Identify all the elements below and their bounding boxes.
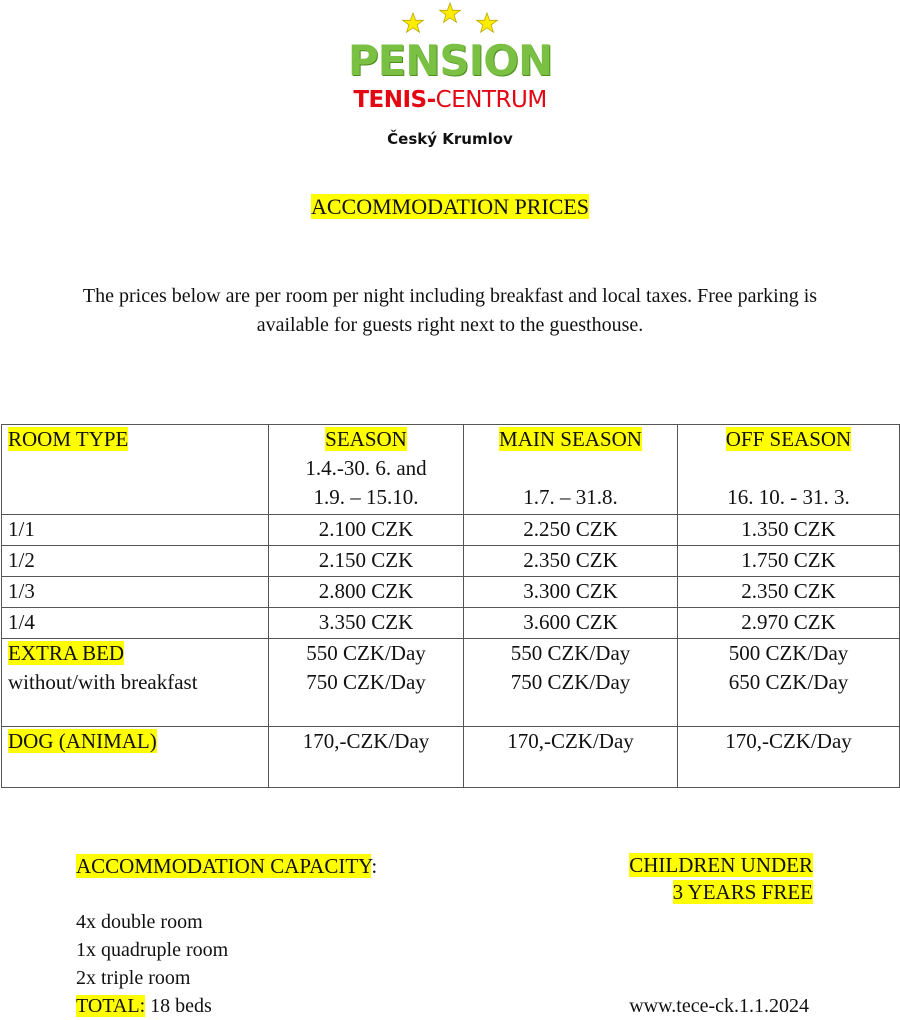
- header-room-type: ROOM TYPE: [2, 425, 269, 515]
- list-item: 2x triple room: [76, 967, 191, 989]
- table-row-dog: DOG (ANIMAL) 170,-CZK/Day 170,-CZK/Day 170,-CZK/Day: [2, 727, 900, 788]
- table-row: 1/3 2.800 CZK 3.300 CZK 2.350 CZK: [2, 577, 900, 608]
- capacity-total: TOTAL: 18 beds: [76, 995, 212, 1017]
- list-item: 4x double room: [76, 911, 203, 933]
- children-note: CHILDREN UNDER 3 YEARS FREE: [629, 853, 813, 904]
- capacity-title: ACCOMMODATION CAPACITY:: [76, 854, 378, 878]
- header-season: SEASON 1.4.-30. 6. and 1.9. – 15.10.: [269, 425, 464, 515]
- intro-paragraph: The prices below are per room per night including breakfast and local taxes. Free parking is available for guests right next to the guesthouse.: [82, 285, 818, 336]
- logo-town: Český Krumlov: [387, 130, 513, 148]
- table-header-row: [2, 425, 900, 515]
- table-row: 1/1 2.100 CZK 2.250 CZK 1.350 CZK: [2, 515, 900, 546]
- logo-subtitle: TENIS-CENTRUM: [353, 87, 547, 113]
- capacity-list: [76, 908, 228, 1020]
- table-row-extra-bed: EXTRA BED without/with breakfast 550 CZK/Day 750 CZK/Day 550 CZK/Day 750 CZK/Day 500 CZK/Day 650 CZK/Day: [2, 639, 900, 727]
- table-row: 1/4 3.350 CZK 3.600 CZK 2.970 CZK: [2, 608, 900, 639]
- list-item: 1x quadruple room: [76, 939, 229, 961]
- logo-brand-name: PENSION: [347, 36, 553, 85]
- page-title: ACCOMMODATION PRICES: [310, 194, 590, 219]
- extra-bed-label: EXTRA BED without/with breakfast: [2, 639, 269, 727]
- header-main-season: MAIN SEASON 1.7. – 31.8.: [464, 425, 678, 515]
- star-icon: [477, 13, 498, 32]
- price-table: [1, 424, 900, 788]
- logo-stars-icon: [398, 2, 502, 38]
- header-off-season: OFF SEASON 16. 10. - 31. 3.: [678, 425, 900, 515]
- table-row: 1/2 2.150 CZK 2.350 CZK 1.750 CZK: [2, 546, 900, 577]
- star-icon: [403, 13, 424, 32]
- footer-website: www.tece-ck.1.1.2024: [629, 995, 809, 1017]
- dog-label: DOG (ANIMAL): [2, 727, 269, 788]
- star-icon: [440, 3, 461, 22]
